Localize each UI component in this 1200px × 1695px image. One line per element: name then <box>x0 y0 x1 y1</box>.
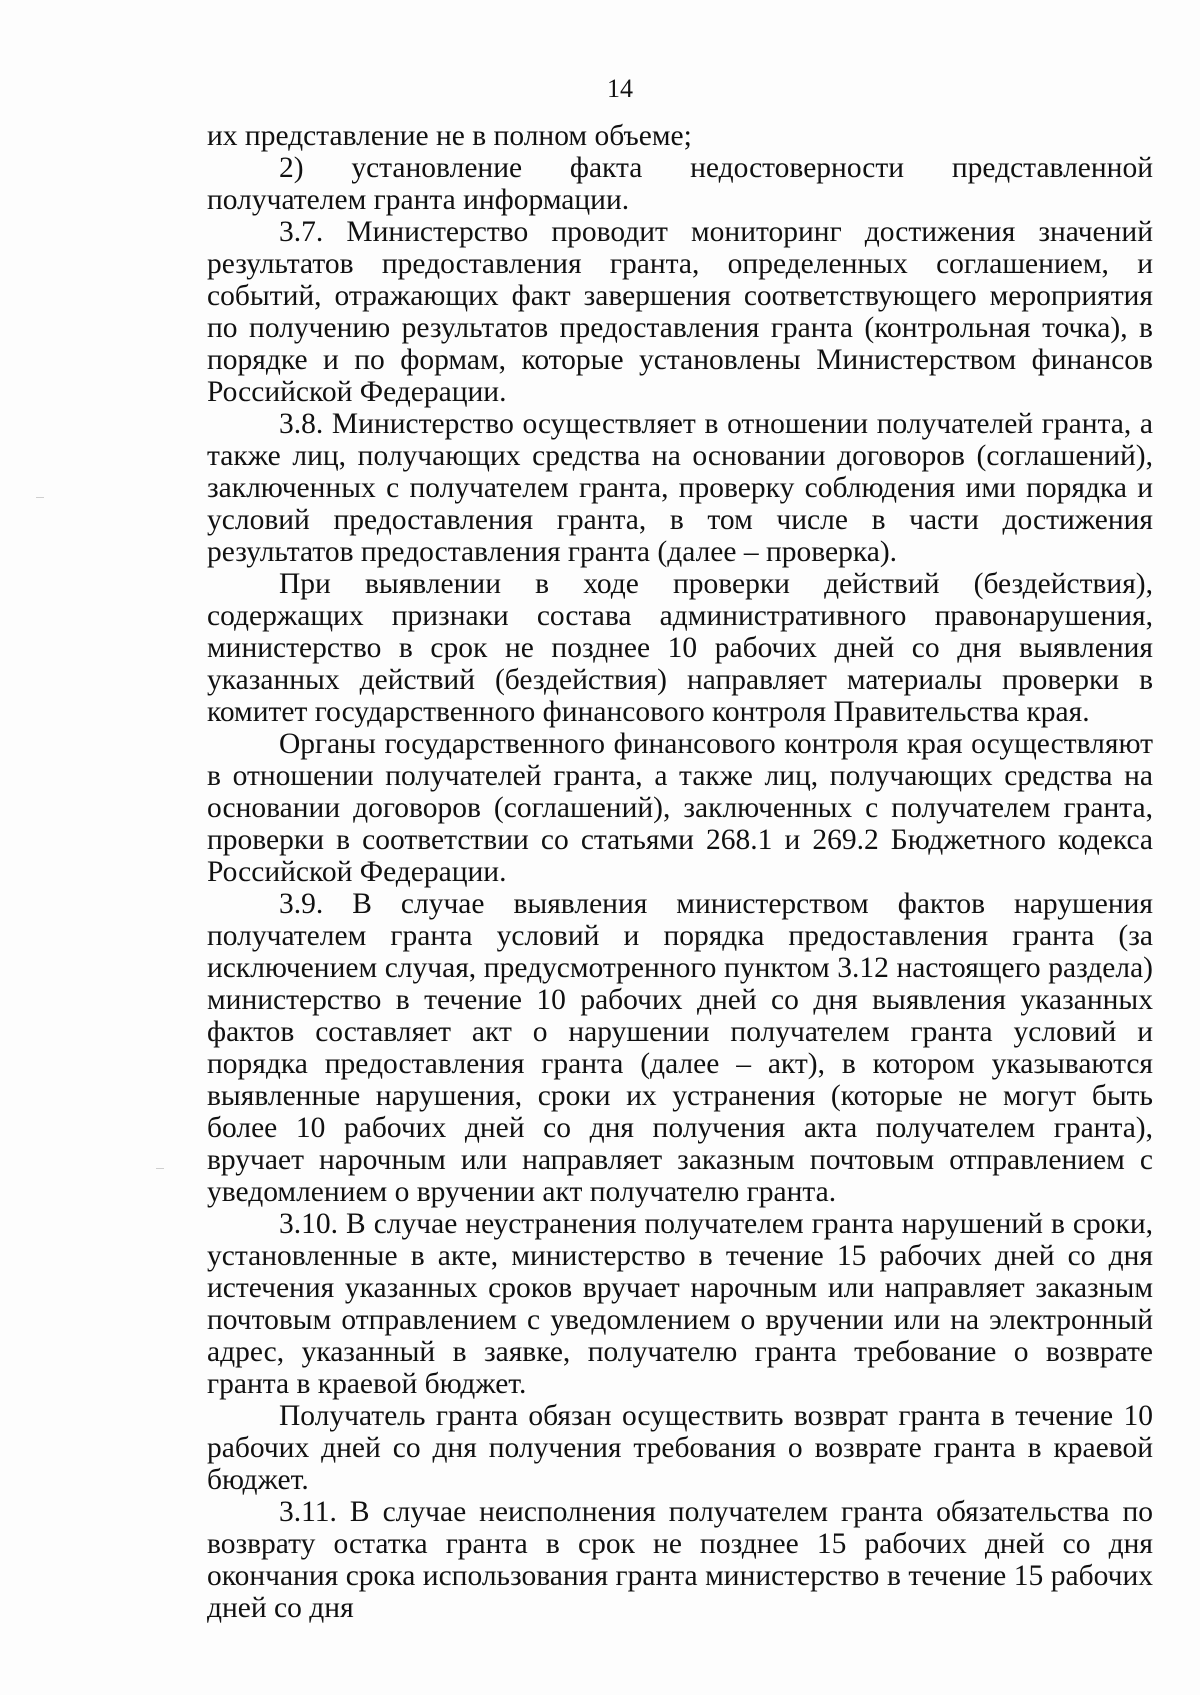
paragraph-financial-control: Органы государственного финансового контроля края осуществляют в отношении получателей гранта, а также лиц, получающих средства на основании договоров (соглашений), заключенных с получателем гранта, проверки в соответствии со статьями 268.1 и 269.2 Бюджетного кодекса Российской Федерации. <box>207 728 1153 888</box>
paragraph-item-2: 2) установление факта недостоверности представленной получателем гранта информации. <box>207 152 1153 216</box>
paragraph-clause-3-7: 3.7. Министерство проводит мониторинг достижения значений результатов предоставления гранта, определенных соглашением, и событий, отражающих факт завершения соответствующего мероприятия по получению результатов предоставления гранта (контрольная точка), в порядке и по формам, которые установлены Министерством финансов Российской Федерации. <box>207 216 1153 408</box>
scan-mark <box>156 1168 164 1169</box>
paragraph-inspection-violations: При выявлении в ходе проверки действий (бездействия), содержащих признаки состава административного правонарушения, министерство в срок не позднее 10 рабочих дней со дня выявления указанных действий (бездействия) направляет материалы проверки в комитет государственного финансового контроля Правительства края. <box>207 568 1153 728</box>
paragraph-clause-3-8: 3.8. Министерство осуществляет в отношении получателей гранта, а также лиц, получающих средства на основании договоров (соглашений), заключенных с получателем гранта, проверку соблюдения ими порядка и условий предоставления гранта, в том числе в части достижения результатов предоставления гранта (далее – проверка). <box>207 408 1153 568</box>
document-body <box>207 120 1153 1624</box>
scan-mark <box>36 497 44 498</box>
page-number: 14 <box>607 74 633 103</box>
paragraph-continued: их представление не в полном объеме; <box>207 120 692 152</box>
paragraph-clause-3-10: 3.10. В случае неустранения получателем гранта нарушений в сроки, установленные в акте, министерство в течение 15 рабочих дней со дня истечения указанных сроков вручает нарочным или направляет заказным почтовым отправлением с уведомлением о вручении или на электронный адрес, указанный в заявке, получателю гранта требование о возврате гранта в краевой бюджет. <box>207 1208 1153 1400</box>
paragraph-clause-3-9: 3.9. В случае выявления министерством фактов нарушения получателем гранта условий и порядка предоставления гранта (за исключением случая, предусмотренного пунктом 3.12 настоящего раздела) министерство в течение 10 рабочих дней со дня выявления указанных фактов составляет акт о нарушении получателем гранта условий и порядка предоставления гранта (далее – акт), в котором указываются выявленные нарушения, сроки их устранения (которые не могут быть более 10 рабочих дней со дня получения акта получателем гранта), вручает нарочным или направляет заказным почтовым отправлением с уведомлением о вручении акт получателю гранта. <box>207 888 1153 1208</box>
paragraph-grant-return: Получатель гранта обязан осуществить возврат гранта в течение 10 рабочих дней со дня получения требования о возврате гранта в краевой бюджет. <box>207 1400 1153 1496</box>
paragraph-clause-3-11: 3.11. В случае неисполнения получателем гранта обязательства по возврату остатка гранта в срок не позднее 15 рабочих дней со дня окончания срока использования гранта министерство в течение 15 рабочих дней со дня <box>207 1496 1153 1624</box>
